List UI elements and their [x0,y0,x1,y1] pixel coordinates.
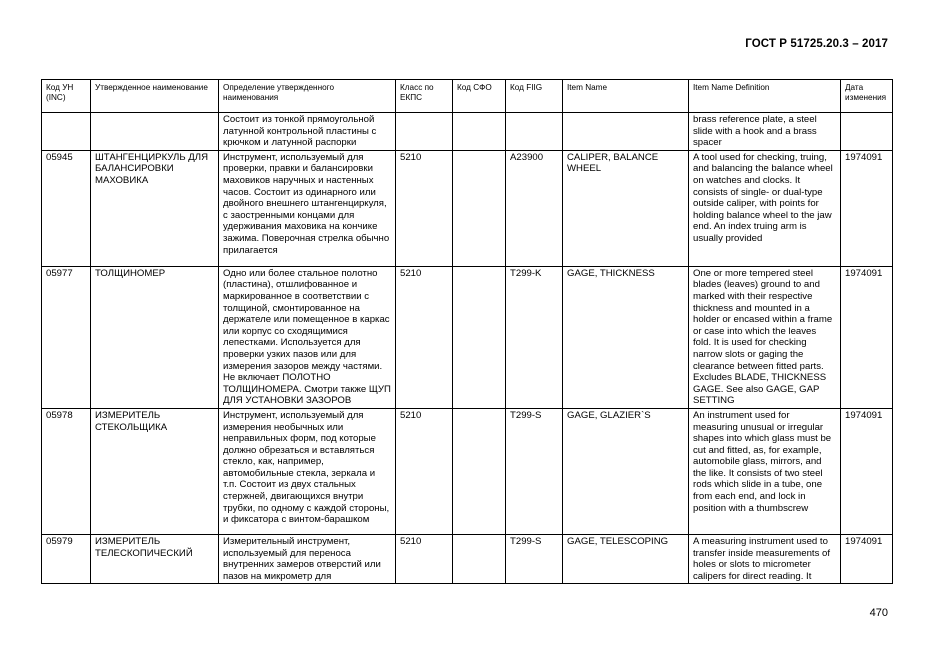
cell-item-name [563,113,689,151]
cell-inc: 05945 [42,150,91,266]
cell-inc: 05979 [42,534,91,583]
cell-fiig: T299-K [506,266,563,408]
table-row [42,408,893,534]
page-number: 470 [869,607,888,619]
header-item-name-definition: Item Name Definition [689,80,841,113]
cell-item-name: CALIPER, BALANCE WHEEL [563,150,689,266]
table-row [42,150,893,266]
cell-definition-ru: Инструмент, используемый для проверки, правки и балансировки маховиков наручных и настенных часов. Состоит из одинарного или двойного внешнего штангенциркуля, с заостренными концами для удерживания маховика на кончике зажима. Поверочная стрелка обычно прилагается [219,150,396,266]
cell-date: 1974091 [841,534,893,583]
header-approved-name: Утвержденное наименование [91,80,219,113]
cell-name-ru: ТОЛЩИНОМЕР [91,266,219,408]
cell-name-ru: ИЗМЕРИТЕЛЬ СТЕКОЛЬЩИКА [91,408,219,534]
cell-definition-en: brass reference plate, a steel slide with a hook and a brass spacer [689,113,841,151]
document-standard-header: ГОСТ Р 51725.20.3 – 2017 [745,38,888,50]
cell-fiig: T299-S [506,534,563,583]
cell-date [841,113,893,151]
cell-item-name: GAGE, GLAZIER`S [563,408,689,534]
cell-inc [42,113,91,151]
cell-sfo [453,150,506,266]
cell-sfo [453,113,506,151]
cell-name-ru: ШТАНГЕНЦИРКУЛЬ ДЛЯ БАЛАНСИРОВКИ МАХОВИКА [91,150,219,266]
header-name-definition-ru: Определение утвержденного наименования [219,80,396,113]
cell-definition-ru: Инструмент, используемый для измерения необычных или неправильных форм, под которые должно обрезаться и вставляться стекло, как, например, автомобильные стекла, зеркала и т.п. Состоит из двух стальных стержней, двигающихся внутри трубки, по одному с каждой стороны, и фиксатора с винтом-барашком [219,408,396,534]
nomenclature-table [41,79,893,584]
cell-class: 5210 [396,408,453,534]
table-header-row [42,80,893,113]
cell-inc: 05978 [42,408,91,534]
cell-sfo [453,266,506,408]
header-change-date: Дата изменения [841,80,893,113]
cell-definition-en: A measuring instrument used to transfer inside measurements of holes or slots to micrometer calipers for direct reading. It [689,534,841,583]
header-item-name: Item Name [563,80,689,113]
cell-class: 5210 [396,150,453,266]
cell-sfo [453,534,506,583]
cell-item-name: GAGE, TELESCOPING [563,534,689,583]
cell-definition-ru: Измерительный инструмент, используемый для переноса внутренних замеров отверстий или пазов на микрометр для [219,534,396,583]
cell-inc: 05977 [42,266,91,408]
table-row-continuation [42,113,893,151]
cell-definition-ru: Состоит из тонкой прямоугольной латунной контрольной пластины с крючком и латунной распорки [219,113,396,151]
cell-date: 1974091 [841,408,893,534]
table-row [42,266,893,408]
cell-definition-en: An instrument used for measuring unusual or irregular shapes into which glass must be cut and fitted, as, for example, automobile glass, mirrors, and the like. It consists of two steel rods which slide in a tube, one from each end, and lock in position with a thumbscrew [689,408,841,534]
cell-item-name: GAGE, THICKNESS [563,266,689,408]
header-inc: Код УН (INC) [42,80,91,113]
cell-class: 5210 [396,534,453,583]
cell-class: 5210 [396,266,453,408]
cell-date: 1974091 [841,150,893,266]
cell-definition-en: One or more tempered steel blades (leaves) ground to and marked with their respective thickness and mounted in a holder or encased within a frame or case into which the leaves fold. It is used for checking narrow slots or gaging the clearance between fitted parts. Excludes BLADE, THICKNESS GAGE. See also GAGE, GAP SETTING [689,266,841,408]
header-sfo-code: Код СФО [453,80,506,113]
cell-name-ru: ИЗМЕРИТЕЛЬ ТЕЛЕСКОПИЧЕСКИЙ [91,534,219,583]
cell-fiig [506,113,563,151]
cell-definition-en: A tool used for checking, truing, and balancing the balance wheel on watches and clocks. It consists of single- or dual-type outside caliper, with points for holding balance wheel to the jaw end. An index truing arm is usually provided [689,150,841,266]
cell-fiig: A23900 [506,150,563,266]
cell-fiig: T299-S [506,408,563,534]
header-ekps-class: Класс по ЕКПС [396,80,453,113]
cell-sfo [453,408,506,534]
header-fiig-code: Код FIIG [506,80,563,113]
cell-name-ru [91,113,219,151]
cell-date: 1974091 [841,266,893,408]
cell-class [396,113,453,151]
table-row [42,534,893,583]
cell-definition-ru: Одно или более стальное полотно (пластина), отшлифованное и маркированное в соответствии с толщиной, смонтированное на держателе или помещенное в каркас или корпус со сходящимися лепестками. Используется для проверки узких пазов или для измерения зазоров между частями. Не включает ПОЛОТНО ТОЛЩИНОМЕРА. Смотри также ЩУП ДЛЯ УСТАНОВКИ ЗАЗОРОВ [219,266,396,408]
